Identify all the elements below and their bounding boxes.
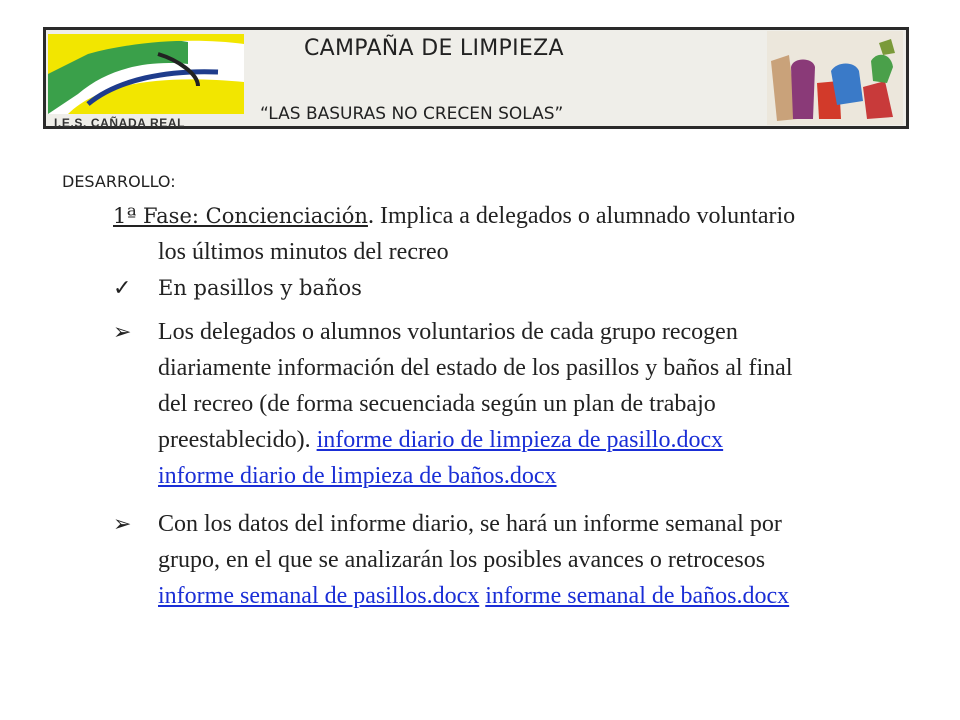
- text-line: del recreo (de forma secuenciada según un plan de trabajo: [158, 391, 716, 417]
- phase-heading: 1ª Fase: Concienciación: [113, 204, 368, 228]
- list-item-text: [158, 506, 948, 614]
- text-line: [158, 578, 948, 614]
- logo-text: I.E.S. CAÑADA REAL: [54, 116, 186, 130]
- text-line: [158, 422, 948, 458]
- text-line: grupo, en el que se analizarán los posibles avances o retrocesos: [158, 547, 766, 573]
- arrow-bullet-icon: ➢: [113, 319, 132, 344]
- section-label: DESARROLLO:: [62, 172, 176, 191]
- link-weekly-pasillos[interactable]: informe semanal de pasillos.docx: [158, 583, 480, 609]
- list-item-text: [158, 314, 948, 494]
- trash-illustration: [767, 31, 903, 125]
- link-weekly-banos[interactable]: informe semanal de baños.docx: [485, 583, 790, 609]
- link-daily-pasillo[interactable]: informe diario de limpieza de pasillo.docx: [316, 427, 724, 453]
- arrow-bullet-icon: ➢: [113, 511, 132, 536]
- text-line: Con los datos del informe diario, se hará un informe semanal por: [158, 511, 782, 537]
- checkmark-icon: ✓: [113, 275, 132, 300]
- link-daily-banos[interactable]: informe diario de limpieza de baños.docx: [158, 463, 557, 489]
- phase-paragraph: [113, 198, 933, 265]
- banner-subtitle: “LAS BASURAS NO CRECEN SOLAS”: [260, 104, 564, 124]
- text-line: diariamente información del estado de los pasillos y baños al final: [158, 355, 793, 381]
- school-logo: [48, 34, 244, 128]
- text-line: Los delegados o alumnos voluntarios de cada grupo recogen: [158, 319, 738, 345]
- logo-graphic: [48, 34, 244, 114]
- text-fragment: preestablecido).: [158, 427, 317, 453]
- list-item-text: En pasillos y baños: [158, 276, 362, 300]
- header-banner: [43, 27, 909, 129]
- phase-text-line2: los últimos minutos del recreo: [158, 239, 449, 265]
- phase-text-line1: . Implica a delegados o alumnado voluntario: [367, 203, 796, 229]
- banner-title: CAMPAÑA DE LIMPIEZA: [304, 36, 564, 61]
- text-line: [158, 458, 948, 494]
